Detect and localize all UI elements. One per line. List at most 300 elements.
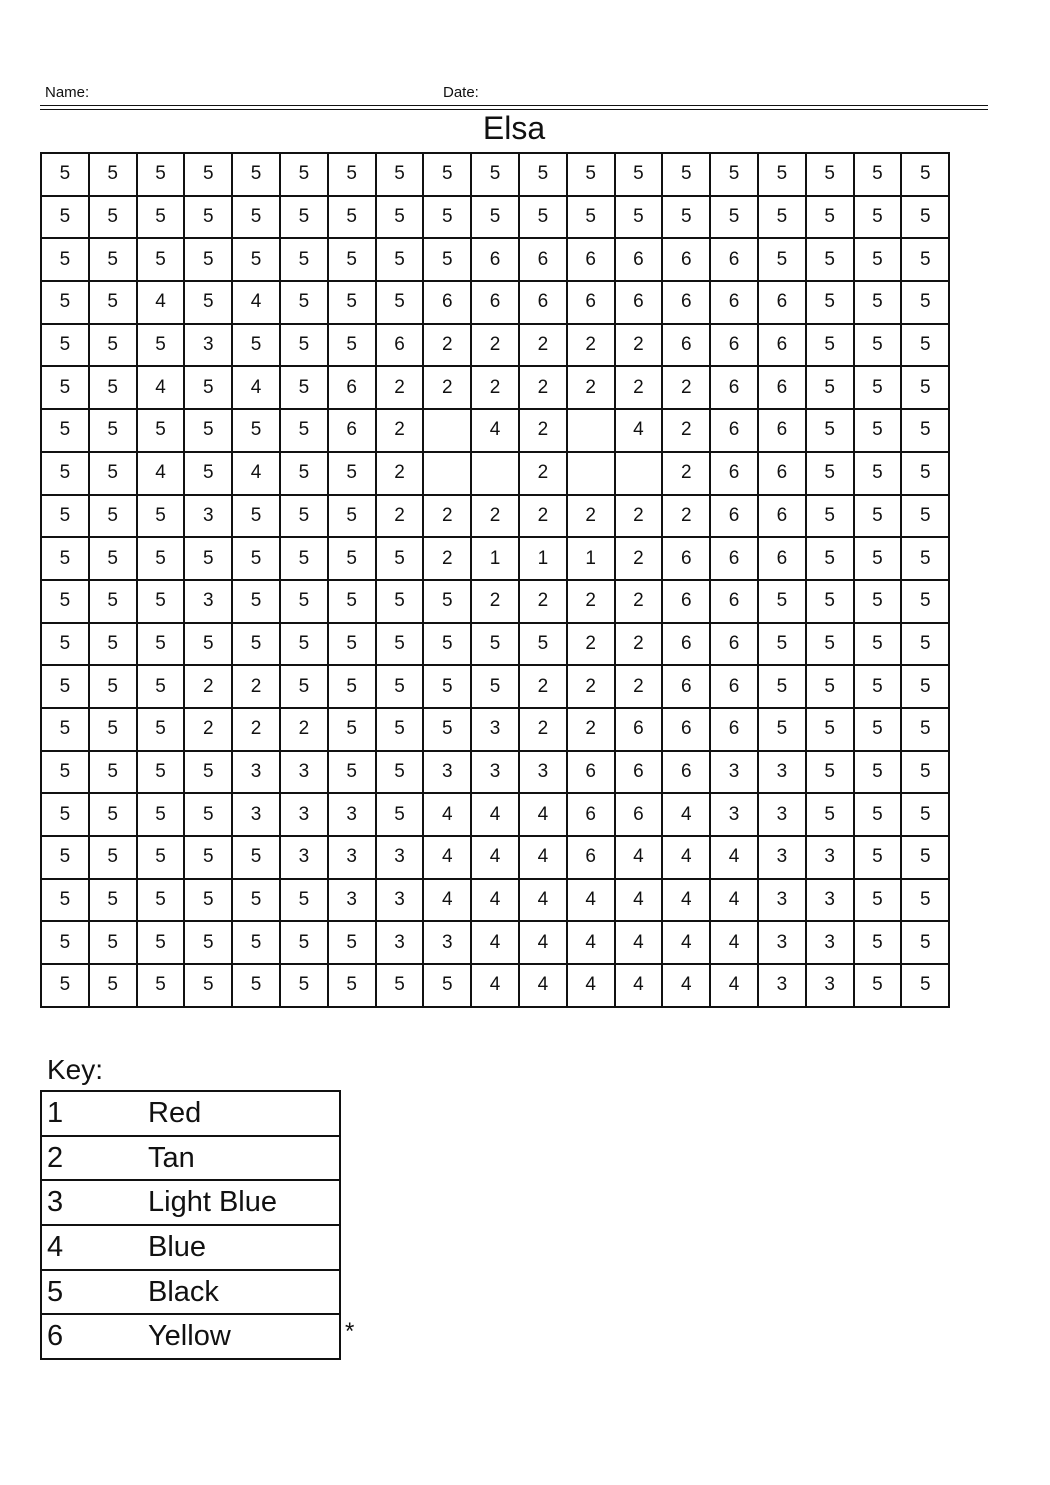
key-number: 6 (41, 1314, 143, 1359)
header-labels (45, 84, 988, 104)
grid-cell: 4 (615, 409, 663, 452)
grid-cell: 6 (662, 537, 710, 580)
grid-cell: 4 (662, 879, 710, 922)
grid-cell: 4 (662, 921, 710, 964)
grid-cell (615, 452, 663, 495)
grid-cell: 5 (758, 153, 806, 196)
grid-cell: 3 (758, 793, 806, 836)
grid-cell: 2 (615, 665, 663, 708)
grid-cell: 5 (280, 324, 328, 367)
grid-cell: 6 (567, 238, 615, 281)
grid-cell: 5 (376, 751, 424, 794)
grid-cell: 6 (710, 238, 758, 281)
grid-cell: 6 (376, 324, 424, 367)
grid-cell: 5 (137, 665, 185, 708)
grid-cell: 5 (806, 409, 854, 452)
grid-cell: 5 (806, 580, 854, 623)
grid-cell: 2 (184, 708, 232, 751)
grid-cell: 5 (89, 238, 137, 281)
grid-cell: 2 (519, 324, 567, 367)
grid-cell: 1 (519, 537, 567, 580)
grid-cell: 4 (423, 879, 471, 922)
grid-cell: 4 (137, 281, 185, 324)
grid-cell: 5 (328, 964, 376, 1007)
grid-row (41, 708, 949, 751)
grid-cell: 5 (280, 409, 328, 452)
grid-cell: 4 (137, 452, 185, 495)
grid-cell: 5 (232, 495, 280, 538)
grid-cell: 5 (901, 366, 949, 409)
grid-cell: 5 (901, 238, 949, 281)
grid-cell: 5 (232, 238, 280, 281)
grid-cell: 6 (710, 495, 758, 538)
grid-cell: 5 (232, 623, 280, 666)
grid-cell: 6 (615, 708, 663, 751)
grid-cell: 2 (471, 580, 519, 623)
grid-cell: 2 (662, 366, 710, 409)
grid-cell: 3 (376, 921, 424, 964)
grid-cell: 4 (710, 836, 758, 879)
grid-cell: 5 (89, 580, 137, 623)
grid-row (41, 964, 949, 1007)
grid-cell: 4 (615, 836, 663, 879)
grid-cell: 5 (758, 238, 806, 281)
grid-cell: 5 (89, 793, 137, 836)
grid-cell: 4 (615, 964, 663, 1007)
grid-cell: 5 (280, 879, 328, 922)
grid-cell: 5 (89, 537, 137, 580)
grid-cell: 5 (184, 836, 232, 879)
grid-cell: 2 (376, 366, 424, 409)
grid-cell: 3 (328, 836, 376, 879)
grid-cell: 5 (184, 196, 232, 239)
grid-cell: 5 (901, 708, 949, 751)
grid-cell: 5 (901, 921, 949, 964)
grid-cell: 5 (758, 580, 806, 623)
key-color-name: Blue (143, 1225, 340, 1270)
grid-cell: 5 (137, 921, 185, 964)
grid-cell: 5 (280, 196, 328, 239)
grid-cell: 5 (137, 409, 185, 452)
grid-cell: 4 (471, 793, 519, 836)
grid-cell: 5 (567, 153, 615, 196)
grid-cell: 3 (376, 836, 424, 879)
grid-row (41, 793, 949, 836)
grid-cell (423, 409, 471, 452)
grid-cell: 5 (471, 623, 519, 666)
grid-cell: 5 (137, 238, 185, 281)
grid-cell: 2 (567, 366, 615, 409)
grid-cell: 2 (519, 708, 567, 751)
grid-cell: 6 (423, 281, 471, 324)
grid-cell: 5 (806, 238, 854, 281)
grid-cell: 5 (41, 751, 89, 794)
grid-cell: 5 (806, 665, 854, 708)
grid-cell: 5 (806, 537, 854, 580)
grid-cell: 4 (471, 409, 519, 452)
key-number: 2 (41, 1136, 143, 1181)
grid-cell: 2 (519, 495, 567, 538)
grid-cell: 6 (615, 751, 663, 794)
grid-cell: 5 (89, 623, 137, 666)
key-row (41, 1314, 340, 1359)
grid-cell: 5 (184, 281, 232, 324)
grid-cell: 3 (280, 836, 328, 879)
grid-cell: 5 (806, 623, 854, 666)
grid-cell: 5 (41, 921, 89, 964)
grid-cell: 5 (280, 366, 328, 409)
grid-cell: 5 (89, 665, 137, 708)
grid-cell: 2 (662, 452, 710, 495)
grid-cell: 5 (328, 623, 376, 666)
grid-cell: 4 (519, 793, 567, 836)
grid-cell: 5 (328, 751, 376, 794)
grid-cell: 5 (328, 238, 376, 281)
grid-cell: 5 (137, 324, 185, 367)
grid-cell: 5 (184, 238, 232, 281)
grid-cell: 5 (423, 708, 471, 751)
grid-row (41, 580, 949, 623)
grid-cell: 2 (423, 495, 471, 538)
grid-cell: 5 (376, 793, 424, 836)
grid-cell: 5 (901, 623, 949, 666)
grid-cell: 6 (758, 409, 806, 452)
grid-cell: 2 (232, 708, 280, 751)
grid-cell: 3 (519, 751, 567, 794)
grid-cell: 6 (710, 665, 758, 708)
grid-cell: 3 (232, 751, 280, 794)
grid-cell: 6 (758, 452, 806, 495)
key-row (41, 1091, 340, 1136)
grid-cell: 5 (854, 495, 902, 538)
grid-cell: 5 (423, 580, 471, 623)
grid-cell: 6 (758, 324, 806, 367)
grid-cell: 5 (328, 580, 376, 623)
grid-cell: 5 (615, 153, 663, 196)
grid-cell: 5 (901, 153, 949, 196)
grid-cell: 5 (41, 708, 89, 751)
grid-cell: 5 (901, 324, 949, 367)
grid-cell: 5 (471, 196, 519, 239)
grid-body (41, 153, 949, 1007)
grid-cell: 5 (41, 238, 89, 281)
grid-row (41, 238, 949, 281)
date-label: Date: (443, 84, 479, 101)
grid-cell: 5 (137, 196, 185, 239)
grid-cell: 5 (854, 921, 902, 964)
grid-cell: 3 (806, 921, 854, 964)
grid-cell: 5 (806, 196, 854, 239)
grid-cell: 5 (184, 366, 232, 409)
grid-cell: 5 (854, 665, 902, 708)
grid-cell: 2 (662, 409, 710, 452)
grid-cell: 5 (89, 964, 137, 1007)
grid-cell: 5 (280, 153, 328, 196)
grid-cell: 5 (41, 196, 89, 239)
grid-cell: 5 (232, 153, 280, 196)
grid-cell: 5 (519, 153, 567, 196)
grid-cell: 5 (615, 196, 663, 239)
grid-cell: 6 (567, 836, 615, 879)
grid-cell: 5 (806, 793, 854, 836)
grid-cell: 6 (471, 281, 519, 324)
grid-cell: 5 (89, 324, 137, 367)
grid-cell: 5 (232, 580, 280, 623)
grid-cell: 6 (710, 708, 758, 751)
grid-cell: 2 (376, 409, 424, 452)
grid-cell: 5 (376, 196, 424, 239)
grid-cell: 5 (280, 964, 328, 1007)
grid-cell: 6 (567, 281, 615, 324)
grid-cell: 5 (41, 366, 89, 409)
grid-cell: 5 (328, 281, 376, 324)
grid-cell: 4 (232, 366, 280, 409)
grid-cell: 5 (280, 452, 328, 495)
grid-cell: 6 (758, 366, 806, 409)
grid-cell: 2 (471, 495, 519, 538)
grid-cell: 2 (519, 366, 567, 409)
grid-cell: 5 (901, 879, 949, 922)
key-color-name: Red (143, 1091, 340, 1136)
grid-cell: 4 (232, 452, 280, 495)
grid-cell: 4 (710, 921, 758, 964)
grid-cell: 5 (423, 196, 471, 239)
grid-row (41, 366, 949, 409)
grid-cell: 4 (519, 836, 567, 879)
grid-cell: 3 (280, 793, 328, 836)
grid-cell (471, 452, 519, 495)
grid-cell: 5 (137, 708, 185, 751)
grid-row (41, 879, 949, 922)
grid-cell: 6 (710, 452, 758, 495)
grid-cell: 5 (854, 879, 902, 922)
grid-cell: 4 (662, 836, 710, 879)
grid-cell: 5 (854, 238, 902, 281)
grid-cell: 5 (137, 836, 185, 879)
grid-cell: 2 (519, 409, 567, 452)
grid-cell: 5 (710, 196, 758, 239)
grid-cell: 3 (376, 879, 424, 922)
grid-cell: 6 (662, 708, 710, 751)
grid-cell: 2 (423, 366, 471, 409)
grid-cell: 5 (806, 153, 854, 196)
grid-cell: 2 (615, 324, 663, 367)
grid-cell: 5 (280, 921, 328, 964)
grid-cell: 5 (376, 665, 424, 708)
color-by-number-grid (40, 152, 950, 1008)
grid-cell: 2 (615, 623, 663, 666)
grid-cell: 6 (662, 324, 710, 367)
grid-cell: 6 (662, 281, 710, 324)
grid-cell: 5 (854, 751, 902, 794)
key-row (41, 1180, 340, 1225)
grid-cell: 5 (901, 836, 949, 879)
grid-row (41, 281, 949, 324)
grid-cell: 6 (615, 238, 663, 281)
grid-cell: 5 (901, 495, 949, 538)
grid-cell: 5 (184, 921, 232, 964)
grid-cell: 4 (232, 281, 280, 324)
grid-cell: 2 (471, 324, 519, 367)
grid-cell: 5 (758, 196, 806, 239)
grid-cell: 5 (184, 964, 232, 1007)
grid-cell: 4 (710, 879, 758, 922)
grid-cell: 5 (328, 452, 376, 495)
grid-cell: 5 (901, 409, 949, 452)
grid-cell: 2 (567, 324, 615, 367)
grid-cell: 4 (615, 879, 663, 922)
grid-cell: 5 (376, 537, 424, 580)
grid-cell: 5 (519, 196, 567, 239)
grid-cell: 5 (662, 153, 710, 196)
grid-cell: 3 (471, 751, 519, 794)
grid-cell: 6 (519, 281, 567, 324)
key-number: 4 (41, 1225, 143, 1270)
grid-cell: 5 (806, 751, 854, 794)
grid-cell: 3 (806, 879, 854, 922)
grid-cell: 5 (184, 153, 232, 196)
grid-cell: 5 (232, 836, 280, 879)
grid-cell: 5 (137, 964, 185, 1007)
grid-cell: 6 (615, 281, 663, 324)
grid-cell: 5 (854, 537, 902, 580)
grid-cell: 5 (232, 409, 280, 452)
grid-cell: 5 (232, 964, 280, 1007)
grid-cell: 2 (519, 452, 567, 495)
grid-cell: 3 (758, 879, 806, 922)
grid-cell: 5 (137, 623, 185, 666)
grid-cell: 2 (232, 665, 280, 708)
grid-cell: 6 (710, 366, 758, 409)
grid-cell: 3 (423, 921, 471, 964)
grid-cell: 2 (615, 580, 663, 623)
grid-cell: 5 (89, 281, 137, 324)
grid-cell: 4 (471, 836, 519, 879)
grid-cell: 5 (328, 196, 376, 239)
grid-cell: 3 (184, 580, 232, 623)
grid-cell: 5 (89, 153, 137, 196)
grid-cell: 5 (41, 879, 89, 922)
grid-cell: 5 (184, 879, 232, 922)
grid-cell: 5 (280, 580, 328, 623)
grid-cell: 2 (519, 580, 567, 623)
grid-cell: 6 (519, 238, 567, 281)
grid-cell: 2 (376, 452, 424, 495)
grid-cell: 5 (41, 324, 89, 367)
grid-cell: 3 (328, 793, 376, 836)
grid-cell: 5 (328, 153, 376, 196)
grid-cell: 5 (41, 623, 89, 666)
grid-cell: 5 (280, 537, 328, 580)
grid-cell: 5 (137, 793, 185, 836)
grid-cell: 3 (471, 708, 519, 751)
grid-cell: 5 (758, 665, 806, 708)
grid-cell: 5 (184, 623, 232, 666)
grid-cell: 2 (471, 366, 519, 409)
grid-cell: 5 (758, 623, 806, 666)
grid-cell: 5 (41, 153, 89, 196)
grid-cell: 5 (710, 153, 758, 196)
grid-cell: 5 (471, 153, 519, 196)
grid-cell: 5 (854, 580, 902, 623)
page-title: Elsa (482, 110, 546, 146)
grid-cell: 5 (854, 964, 902, 1007)
grid-cell: 5 (806, 708, 854, 751)
grid-cell: 4 (471, 921, 519, 964)
grid-cell: 3 (806, 836, 854, 879)
grid-cell: 5 (854, 836, 902, 879)
grid-cell: 5 (662, 196, 710, 239)
grid-row (41, 921, 949, 964)
grid-cell: 3 (328, 879, 376, 922)
grid-cell: 6 (567, 751, 615, 794)
grid-cell: 5 (41, 964, 89, 1007)
grid-cell: 5 (232, 879, 280, 922)
grid-cell: 5 (328, 324, 376, 367)
grid-cell: 5 (854, 623, 902, 666)
grid-cell: 5 (280, 495, 328, 538)
grid-cell: 5 (328, 495, 376, 538)
key-color-name: Light Blue (143, 1180, 340, 1225)
grid-cell: 5 (328, 708, 376, 751)
grid-cell: 6 (758, 495, 806, 538)
grid-cell: 2 (567, 495, 615, 538)
grid-row (41, 665, 949, 708)
grid-cell: 5 (854, 324, 902, 367)
grid-cell: 4 (471, 879, 519, 922)
key-color-name: Tan (143, 1136, 340, 1181)
grid-cell: 5 (901, 196, 949, 239)
grid-cell: 5 (901, 964, 949, 1007)
grid-cell: 5 (89, 495, 137, 538)
key-number: 3 (41, 1180, 143, 1225)
grid-cell: 5 (806, 452, 854, 495)
grid-cell: 2 (423, 324, 471, 367)
grid-cell: 5 (423, 964, 471, 1007)
grid-cell: 5 (901, 665, 949, 708)
grid-cell: 5 (41, 281, 89, 324)
grid-cell: 3 (184, 495, 232, 538)
grid-cell: 5 (423, 665, 471, 708)
grid-cell: 6 (758, 281, 806, 324)
grid-cell: 6 (615, 793, 663, 836)
grid-cell: 5 (89, 921, 137, 964)
grid-cell: 5 (280, 623, 328, 666)
grid-cell: 6 (662, 665, 710, 708)
grid-cell: 3 (758, 921, 806, 964)
grid-cell: 5 (41, 665, 89, 708)
grid-cell: 5 (854, 153, 902, 196)
grid-row (41, 324, 949, 367)
grid-cell: 5 (471, 665, 519, 708)
grid-row (41, 495, 949, 538)
grid-cell: 6 (710, 580, 758, 623)
grid-cell: 5 (232, 324, 280, 367)
grid-cell: 5 (854, 452, 902, 495)
grid-cell: 6 (328, 366, 376, 409)
grid-cell: 2 (615, 495, 663, 538)
grid-cell: 6 (662, 238, 710, 281)
grid-cell: 2 (662, 495, 710, 538)
grid-cell: 4 (662, 793, 710, 836)
grid-cell: 4 (423, 793, 471, 836)
grid-cell: 2 (567, 665, 615, 708)
grid-cell: 3 (423, 751, 471, 794)
grid-cell: 5 (901, 281, 949, 324)
grid-cell: 5 (89, 879, 137, 922)
grid-cell: 5 (423, 623, 471, 666)
grid-cell: 5 (328, 665, 376, 708)
